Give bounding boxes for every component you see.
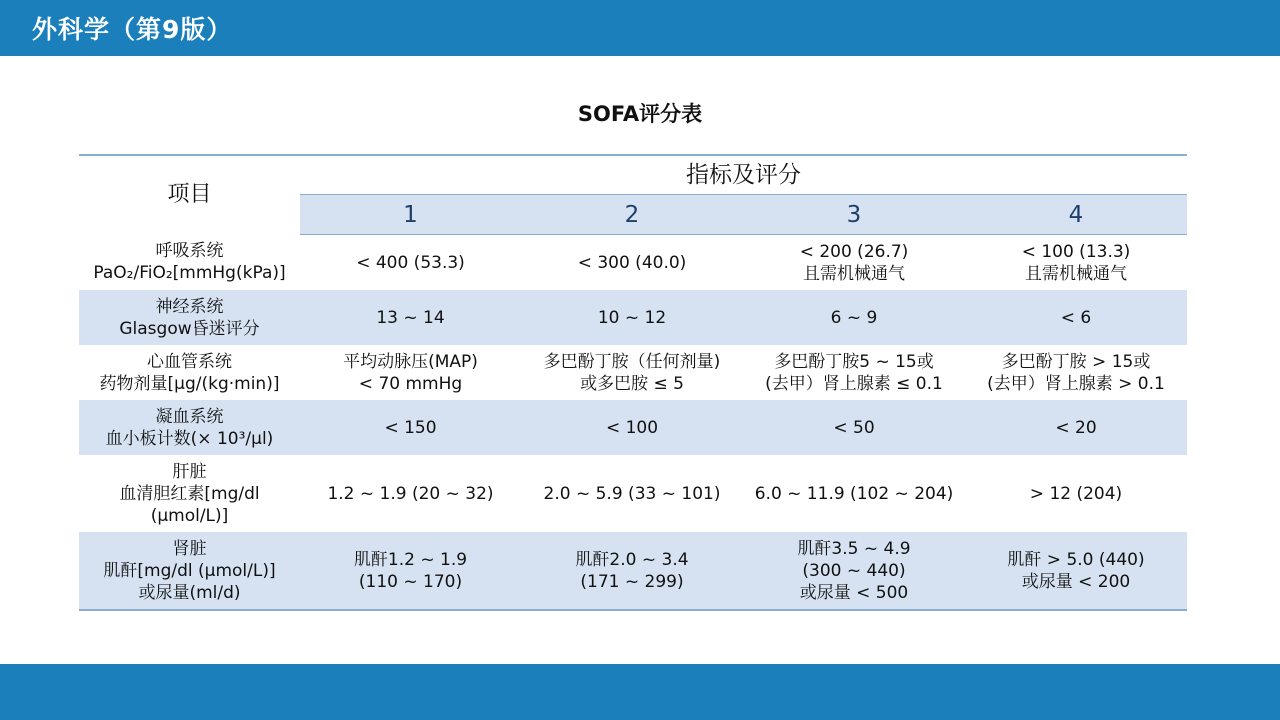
row-label	[79, 235, 300, 291]
table-title: SOFA评分表	[577, 102, 703, 126]
table-row	[79, 235, 1187, 291]
score-cell	[965, 235, 1187, 291]
score-cell	[521, 290, 743, 345]
score-cell	[300, 400, 521, 455]
table-row	[79, 455, 1187, 532]
cell-line: 多巴酚丁胺（任何剂量)	[543, 351, 721, 372]
cell-line: < 100 (13.3)	[1021, 241, 1131, 262]
row-label	[79, 455, 300, 532]
score-header-1: 1	[300, 195, 521, 235]
score-cell	[300, 345, 521, 400]
cell-line: 肌酐1.2 ~ 1.9	[353, 549, 468, 570]
row-label-line: 血小板计数(× 10³/μl)	[105, 428, 274, 449]
score-cell	[743, 290, 965, 345]
cell-line: 且需机械通气	[1025, 263, 1127, 284]
score-cell	[521, 345, 743, 400]
row-label	[79, 532, 300, 610]
cell-line: 10 ~ 12	[597, 307, 667, 328]
table-row	[79, 290, 1187, 345]
score-cell	[743, 345, 965, 400]
cell-line: 或尿量 < 500	[799, 582, 909, 603]
column-header-group: 指标及评分	[300, 155, 1187, 195]
table-row	[79, 345, 1187, 400]
row-label-line: PaO₂/FiO₂[mmHg(kPa)]	[93, 263, 286, 284]
cell-line: < 150	[384, 417, 437, 438]
row-label-line: 神经系统	[155, 296, 224, 317]
cell-line: 多巴酚丁胺 > 15或	[1001, 351, 1151, 372]
cell-line: 平均动脉压(MAP)	[343, 351, 478, 372]
cell-line: 多巴酚丁胺5 ~ 15或	[774, 351, 934, 372]
cell-line: 且需机械通气	[803, 263, 905, 284]
cell-line: < 50	[833, 417, 875, 438]
book-title: 外科学（第9版）	[32, 15, 233, 44]
row-label-line: (μmol/L)]	[150, 505, 229, 526]
table-row	[79, 400, 1187, 455]
cell-line: < 100	[605, 417, 659, 438]
cell-line: 或多巴胺 ≤ 5	[580, 373, 684, 394]
row-label-line: 肌酐[mg/dl (μmol/L)]	[103, 560, 276, 581]
table-row	[79, 532, 1187, 610]
cell-line: 或尿量 < 200	[1021, 571, 1131, 592]
cell-line: < 300 (40.0)	[577, 252, 687, 273]
score-cell	[965, 532, 1187, 610]
row-label-line: 药物剂量[μg/(kg·min)]	[99, 373, 280, 394]
cell-line: < 400 (53.3)	[356, 252, 465, 273]
score-header-3: 3	[743, 195, 965, 235]
score-cell	[743, 235, 965, 291]
header-bar	[0, 0, 1280, 56]
cell-line: (去甲）肾上腺素 > 0.1	[987, 373, 1165, 394]
cell-line: 肌酐 > 5.0 (440)	[1007, 549, 1145, 570]
score-cell	[965, 290, 1187, 345]
cell-line: 1.2 ~ 1.9 (20 ~ 32)	[327, 483, 494, 504]
row-label-line: 心血管系统	[147, 351, 232, 372]
row-label-line: 或尿量(ml/d)	[138, 582, 241, 603]
score-cell	[300, 532, 521, 610]
score-cell	[743, 400, 965, 455]
cell-line: (171 ~ 299)	[580, 571, 684, 592]
score-cell	[743, 532, 965, 610]
cell-line: < 6	[1060, 307, 1092, 328]
score-cell	[743, 455, 965, 532]
footer-bar	[0, 664, 1280, 720]
row-label-line: 呼吸系统	[155, 241, 224, 262]
cell-line: 肌酐3.5 ~ 4.9	[797, 538, 911, 559]
row-label	[79, 400, 300, 455]
score-cell	[300, 455, 521, 532]
score-cell	[521, 235, 743, 291]
score-cell	[965, 400, 1187, 455]
score-cell	[300, 235, 521, 291]
cell-line: 2.0 ~ 5.9 (33 ~ 101)	[543, 483, 721, 504]
cell-line: < 200 (26.7)	[799, 241, 909, 262]
column-header-item: 项目	[79, 155, 300, 235]
score-cell	[521, 532, 743, 610]
cell-line: < 70 mmHg	[358, 373, 463, 394]
cell-line: 13 ~ 14	[376, 307, 445, 328]
row-label-line: 肾脏	[172, 538, 207, 559]
cell-line: 6 ~ 9	[830, 307, 878, 328]
row-label-line: 血清胆红素[mg/dl	[119, 483, 260, 504]
score-header-4: 4	[965, 195, 1187, 235]
row-label-line: 凝血系统	[155, 406, 224, 427]
cell-line: 肌酐2.0 ~ 3.4	[575, 549, 689, 570]
score-header-2: 2	[521, 195, 743, 235]
cell-line: (去甲）肾上腺素 ≤ 0.1	[765, 373, 943, 394]
cell-line: > 12 (204)	[1029, 483, 1123, 504]
score-cell	[965, 345, 1187, 400]
cell-line: (300 ~ 440)	[802, 560, 906, 581]
row-label	[79, 290, 300, 345]
row-label-line: Glasgow昏迷评分	[119, 318, 260, 339]
row-label	[79, 345, 300, 400]
score-cell	[965, 455, 1187, 532]
score-cell	[521, 455, 743, 532]
sofa-table	[79, 154, 1187, 611]
score-cell	[521, 400, 743, 455]
cell-line: < 20	[1055, 417, 1097, 438]
score-cell	[300, 290, 521, 345]
cell-line: 6.0 ~ 11.9 (102 ~ 204)	[754, 483, 954, 504]
cell-line: (110 ~ 170)	[358, 571, 463, 592]
row-label-line: 肝脏	[172, 461, 207, 482]
